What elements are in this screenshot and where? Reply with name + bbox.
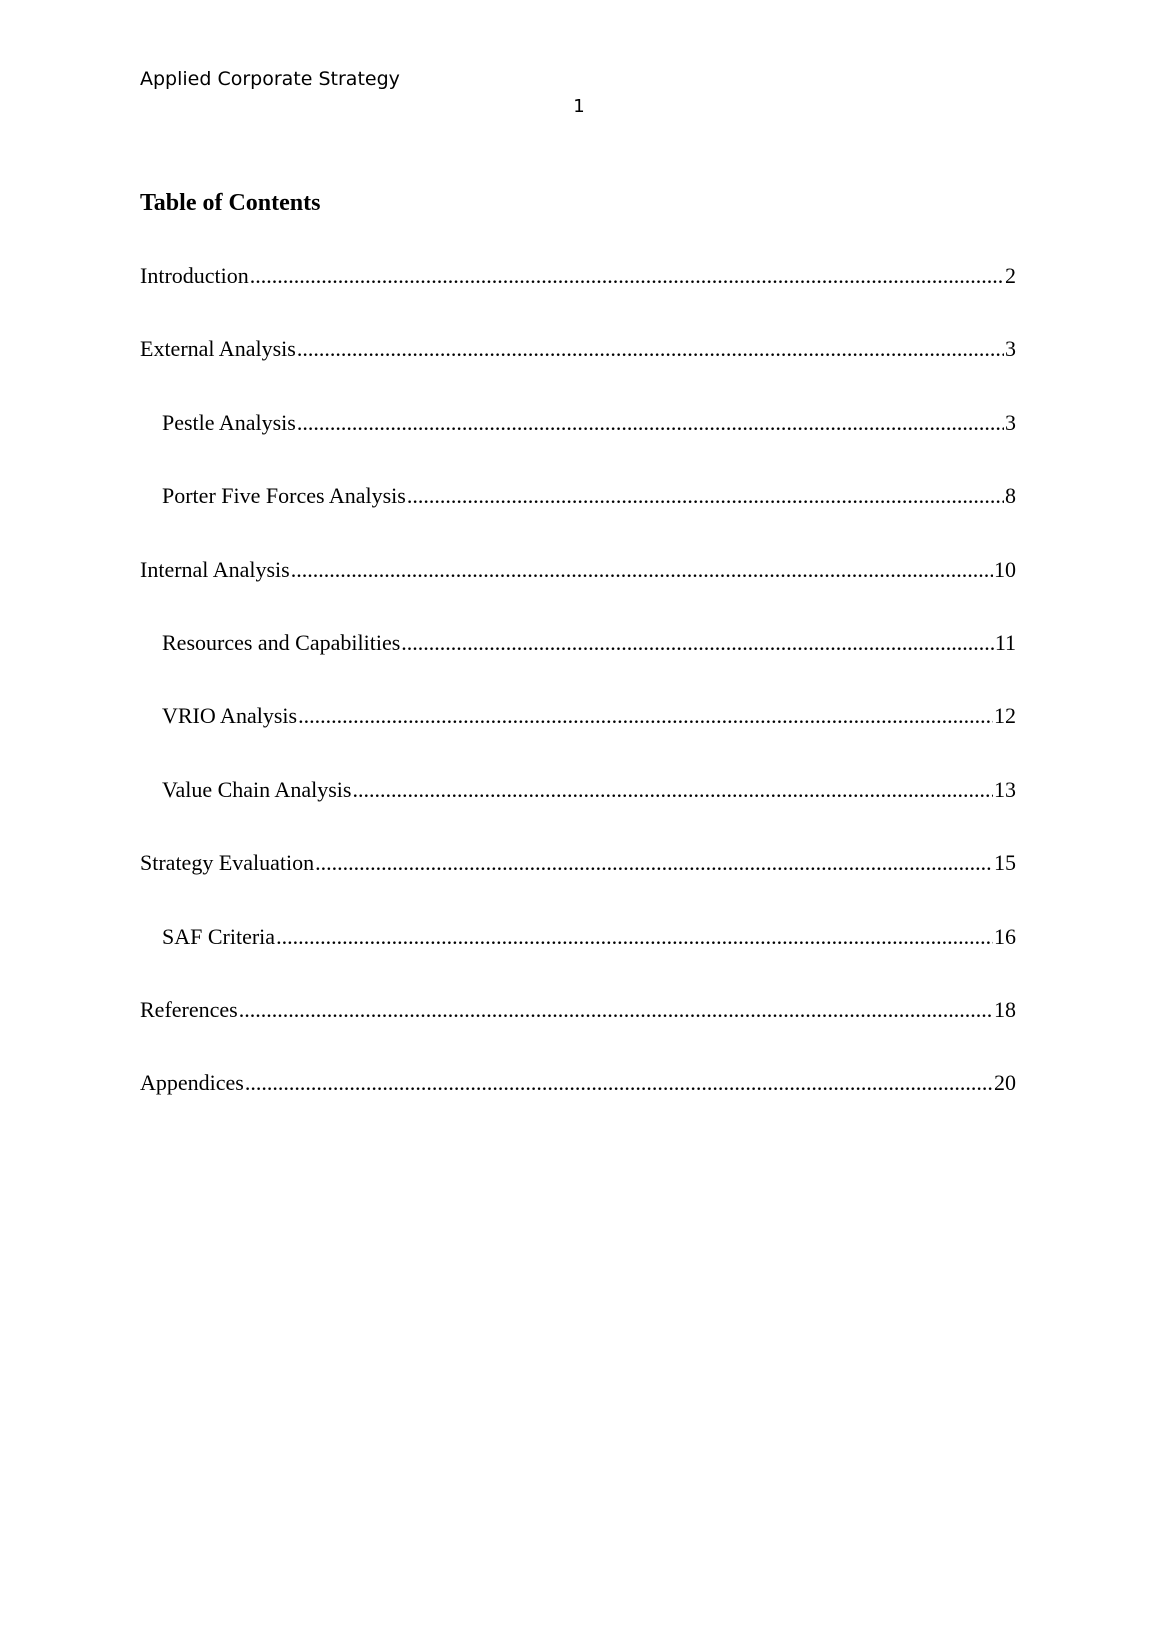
toc-entry-vrio-analysis[interactable] — [140, 702, 1016, 775]
toc-entry-appendices[interactable] — [140, 1069, 1016, 1142]
toc-entry-introduction[interactable] — [140, 262, 1016, 335]
toc-entry-page: 11 — [994, 629, 1016, 655]
toc-entry-page: 12 — [994, 703, 1016, 729]
toc-entry-page: 16 — [994, 923, 1016, 949]
toc-entry-external-analysis[interactable] — [140, 335, 1016, 408]
toc-entry-label: SAF Criteria — [162, 923, 276, 949]
toc-dot-leader — [401, 629, 994, 657]
toc-entry-label: VRIO Analysis — [162, 703, 298, 729]
toc-entry-label: External Analysis — [140, 336, 296, 362]
toc-entry-page: 8 — [1005, 483, 1016, 509]
toc-entry-page: 2 — [1005, 263, 1016, 288]
toc-dot-leader — [250, 262, 1004, 290]
toc-entry-label: Resources and Capabilities — [162, 629, 401, 655]
toc-dot-leader — [291, 556, 993, 584]
toc-entry-label: Porter Five Forces Analysis — [162, 483, 406, 509]
toc-list — [140, 262, 1016, 1143]
toc-entry-page: 15 — [994, 850, 1016, 876]
toc-dot-leader — [245, 1069, 993, 1097]
toc-entry-pestle-analysis[interactable] — [140, 409, 1016, 482]
toc-entry-internal-analysis[interactable] — [140, 556, 1016, 629]
running-header: Applied Corporate Strategy — [140, 68, 400, 90]
toc-entry-label: Introduction — [140, 263, 249, 288]
toc-entry-strategy-evaluation[interactable] — [140, 849, 1016, 922]
toc-entry-label: References — [140, 996, 238, 1022]
toc-entry-resources-capabilities[interactable] — [140, 629, 1016, 702]
toc-entry-label: Appendices — [140, 1070, 244, 1096]
toc-dot-leader — [276, 923, 993, 951]
toc-title: Table of Contents — [140, 190, 321, 216]
toc-entry-page: 20 — [994, 1070, 1016, 1096]
toc-entry-references[interactable] — [140, 996, 1016, 1069]
toc-dot-leader — [298, 702, 993, 730]
toc-dot-leader — [297, 409, 1004, 437]
toc-entry-page: 13 — [994, 776, 1016, 802]
toc-entry-page: 10 — [994, 556, 1016, 582]
toc-dot-leader — [315, 849, 993, 877]
toc-entry-label: Value Chain Analysis — [162, 776, 352, 802]
toc-entry-saf-criteria[interactable] — [140, 923, 1016, 996]
page-number: 1 — [573, 96, 585, 117]
toc-dot-leader — [352, 776, 993, 804]
toc-dot-leader — [239, 996, 993, 1024]
toc-entry-label: Strategy Evaluation — [140, 850, 315, 876]
toc-dot-leader — [297, 335, 1004, 363]
toc-entry-value-chain-analysis[interactable] — [140, 776, 1016, 849]
toc-dot-leader — [407, 482, 1004, 510]
toc-entry-label: Internal Analysis — [140, 556, 290, 582]
toc-entry-page: 3 — [1005, 409, 1016, 435]
toc-entry-page: 18 — [994, 996, 1016, 1022]
toc-entry-porter-five-forces[interactable] — [140, 482, 1016, 555]
toc-entry-label: Pestle Analysis — [162, 409, 296, 435]
toc-entry-page: 3 — [1005, 336, 1016, 362]
